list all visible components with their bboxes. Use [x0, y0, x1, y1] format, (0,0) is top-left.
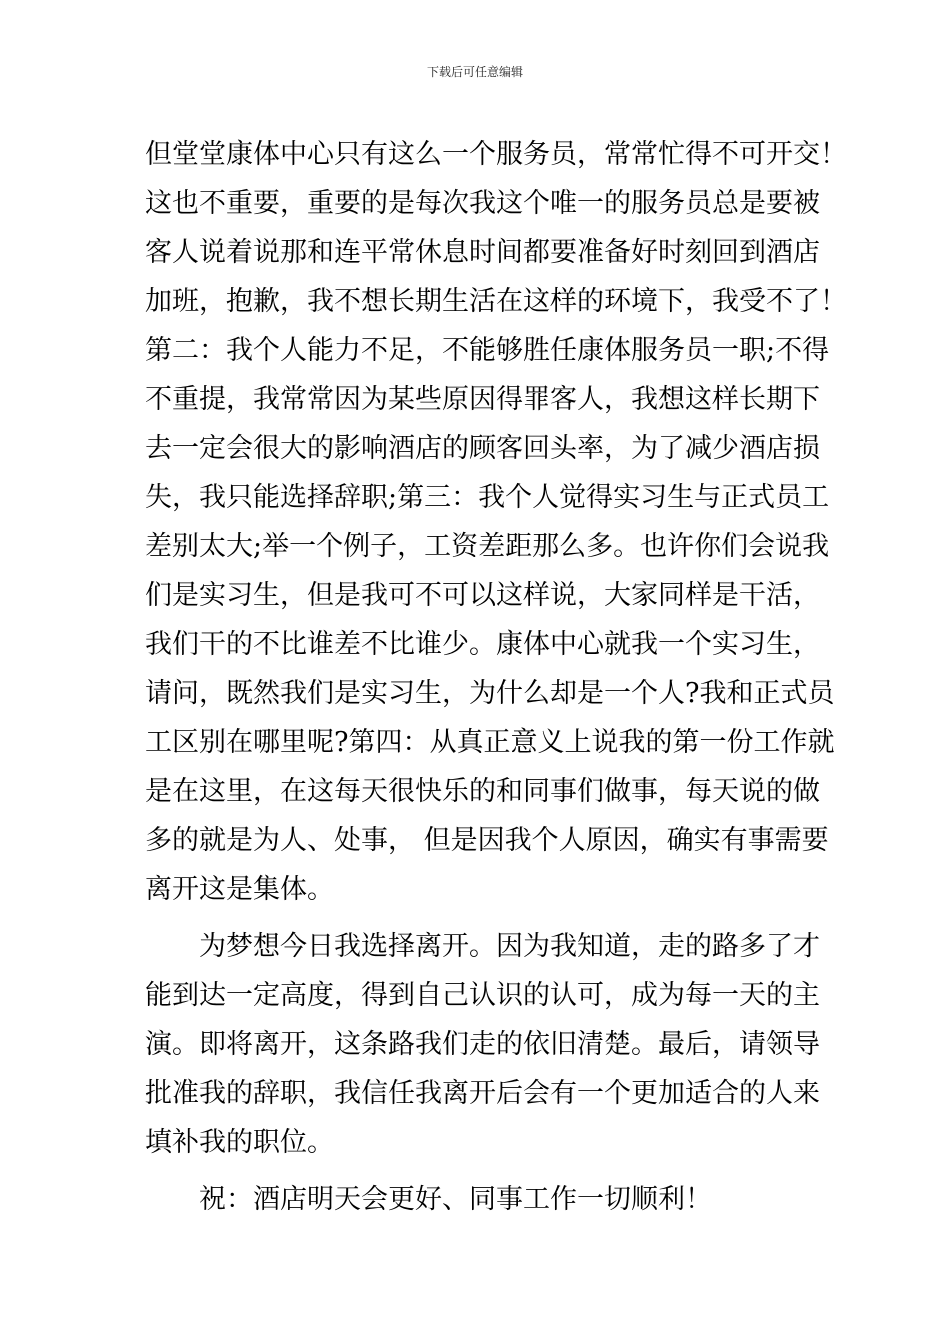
text-line: 加班，抱歉，我不想长期生活在这样的环境下，我受不了！	[145, 286, 847, 317]
text-line: 去一定会很大的影响酒店的顾客回头率，为了减少酒店损	[145, 433, 820, 464]
text-line: 多的就是为人、处事， 但是因我个人原因，确实有事需要	[145, 825, 829, 856]
text-line: 离开这是集体。	[145, 874, 334, 905]
text-line: 演。即将离开，这条路我们走的依旧清楚。最后，请领导	[145, 1029, 820, 1060]
text-line: 我们干的不比谁差不比谁少。康体中心就我一个实习生，	[145, 629, 820, 660]
text-line: 们是实习生，但是我可不可以这样说，大家同样是干活，	[145, 580, 820, 611]
page-header-note: 下载后可任意编辑	[426, 65, 523, 79]
text-line: 第二：我个人能力不足，不能够胜任康体服务员一职;不得	[145, 335, 830, 366]
text-line: 客人说着说那和连平常休息时间都要准备好时刻回到酒店	[145, 237, 820, 268]
text-line: 差别太大;举一个例子，工资差距那么多。也许你们会说我	[145, 531, 830, 562]
text-line: 填补我的职位。	[145, 1127, 334, 1158]
text-line: 工区别在哪里呢?第四：从真正意义上说我的第一份工作就	[145, 727, 835, 758]
closing-wish: 祝：酒店明天会更好、同事工作一切顺利！	[199, 1184, 712, 1215]
text-line: 但堂堂康体中心只有这么一个服务员，常常忙得不可开交！	[145, 139, 847, 170]
text-line: 不重提，我常常因为某些原因得罪客人，我想这样长期下	[145, 384, 820, 415]
text-line: 请问，既然我们是实习生，为什么却是一个人?我和正式员	[145, 678, 835, 709]
text-line: 能到达一定高度，得到自己认识的认可，成为每一天的主	[145, 980, 820, 1011]
letter-body	[145, 130, 847, 1224]
text-line: 批准我的辞职，我信任我离开后会有一个更加适合的人来	[145, 1078, 820, 1109]
text-line: 是在这里，在这每天很快乐的和同事们做事，每天说的做	[145, 776, 820, 807]
text-line: 失，我只能选择辞职;第三：我个人觉得实习生与正式员工	[145, 482, 830, 513]
text-line: 这也不重要，重要的是每次我这个唯一的服务员总是要被	[145, 188, 820, 219]
paragraph-first-line: 为梦想今日我选择离开。因为我知道，走的路多了才	[199, 931, 820, 962]
